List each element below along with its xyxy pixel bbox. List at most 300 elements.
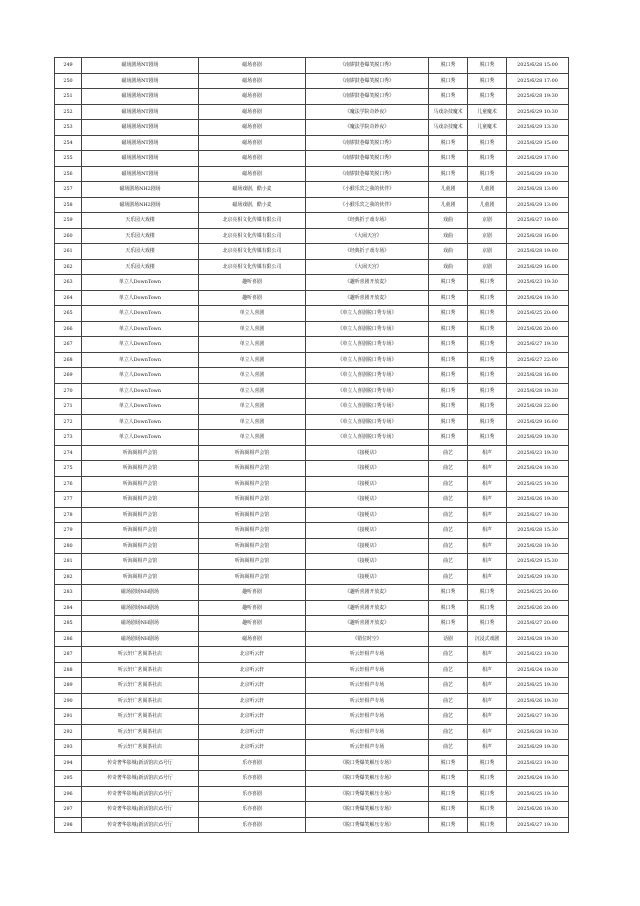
row-number-cell: 275 — [55, 461, 82, 477]
organizer-cell: 乐亦喜剧 — [199, 755, 306, 771]
venue-cell: 磁场剧场NH2剧场 — [82, 197, 199, 213]
organizer-cell: 听海阁相声会馆 — [199, 554, 306, 570]
subcategory-cell: 相声 — [468, 507, 507, 523]
table-row — [55, 755, 569, 771]
category-cell: 儿童剧 — [429, 197, 468, 213]
show-title-cell: 听云轩相声专场 — [306, 709, 429, 725]
row-number-cell: 278 — [55, 507, 82, 523]
organizer-cell: 北京听云轩 — [199, 724, 306, 740]
show-time-cell: 2025/6/26 19:30 — [507, 492, 569, 508]
row-number-cell: 294 — [55, 755, 82, 771]
venue-cell: 单立人DownTown — [82, 321, 199, 337]
show-time-cell: 2025/6/29 17:00 — [507, 151, 569, 167]
organizer-cell: 听海阁相声会馆 — [199, 461, 306, 477]
organizer-cell: 趣听喜剧 — [199, 585, 306, 601]
organizer-cell: 乐亦喜剧 — [199, 771, 306, 787]
show-title-cell: 《小猴乐宾之我的伙伴》 — [306, 182, 429, 198]
show-title-cell: 《小猴乐宾之我的伙伴》 — [306, 197, 429, 213]
organizer-cell: 北京听云轩 — [199, 647, 306, 663]
table-row — [55, 228, 569, 244]
subcategory-cell: 脱口秀 — [468, 786, 507, 802]
show-time-cell: 2025/6/23 19:30 — [507, 755, 569, 771]
category-cell: 曲艺 — [429, 569, 468, 585]
row-number-cell: 280 — [55, 538, 82, 554]
venue-cell: 磁场剧场NH剧场 — [82, 585, 199, 601]
table-row — [55, 414, 569, 430]
subcategory-cell: 脱口秀 — [468, 166, 507, 182]
row-number-cell: 277 — [55, 492, 82, 508]
category-cell: 脱口秀 — [429, 352, 468, 368]
subcategory-cell: 京剧 — [468, 213, 507, 229]
subcategory-cell: 脱口秀 — [468, 58, 507, 74]
table-row — [55, 724, 569, 740]
row-number-cell: 253 — [55, 120, 82, 136]
table-row — [55, 120, 569, 136]
table-row — [55, 740, 569, 756]
venue-cell: 单立人DownTown — [82, 290, 199, 306]
venue-cell: 磁场剧场NT剧场 — [82, 58, 199, 74]
venue-cell: 听海阁相声会馆 — [82, 507, 199, 523]
subcategory-cell: 脱口秀 — [468, 771, 507, 787]
organizer-cell: 单立人喜剧 — [199, 430, 306, 446]
category-cell: 脱口秀 — [429, 430, 468, 446]
row-number-cell: 276 — [55, 476, 82, 492]
organizer-cell: 趣听喜剧 — [199, 275, 306, 291]
venue-cell: 听云轩广茗阁茶社店 — [82, 693, 199, 709]
organizer-cell: 听海阁相声会馆 — [199, 492, 306, 508]
show-time-cell: 2025/6/23 19:30 — [507, 647, 569, 663]
table-row — [55, 461, 569, 477]
subcategory-cell: 京剧 — [468, 259, 507, 275]
row-number-cell: 252 — [55, 104, 82, 120]
row-number-cell: 259 — [55, 213, 82, 229]
subcategory-cell: 京剧 — [468, 228, 507, 244]
show-time-cell: 2025/6/27 22:00 — [507, 352, 569, 368]
organizer-cell: 北京听云轩 — [199, 740, 306, 756]
venue-cell: 听海阁相声会馆 — [82, 569, 199, 585]
show-time-cell: 2025/6/25 20:00 — [507, 306, 569, 322]
category-cell: 马戏杂技魔术 — [429, 104, 468, 120]
subcategory-cell: 沉浸式戏剧 — [468, 631, 507, 647]
table-row — [55, 802, 569, 818]
organizer-cell: 北京听云轩 — [199, 662, 306, 678]
venue-cell: 天乐园大戏楼 — [82, 244, 199, 260]
table-row — [55, 507, 569, 523]
row-number-cell: 285 — [55, 616, 82, 632]
venue-cell: 听云轩广茗阁茶社店 — [82, 724, 199, 740]
show-title-cell: 《单立人喜剧脱口秀专场》 — [306, 352, 429, 368]
show-time-cell: 2025/6/24 19:30 — [507, 290, 569, 306]
subcategory-cell: 相声 — [468, 662, 507, 678]
subcategory-cell: 脱口秀 — [468, 383, 507, 399]
table-row — [55, 616, 569, 632]
show-time-cell: 2025/6/23 19:30 — [507, 445, 569, 461]
table-row — [55, 430, 569, 446]
row-number-cell: 272 — [55, 414, 82, 430]
show-title-cell: 《大闹天宫》 — [306, 228, 429, 244]
table-row — [55, 817, 569, 833]
venue-cell: 天乐园大戏楼 — [82, 213, 199, 229]
subcategory-cell: 相声 — [468, 492, 507, 508]
category-cell: 话剧 — [429, 631, 468, 647]
table-row — [55, 693, 569, 709]
category-cell: 曲艺 — [429, 554, 468, 570]
show-title-cell: 《单立人喜剧脱口秀专场》 — [306, 368, 429, 384]
venue-cell: 单立人DownTown — [82, 306, 199, 322]
show-time-cell: 2025/6/29 16:00 — [507, 259, 569, 275]
category-cell: 曲艺 — [429, 724, 468, 740]
organizer-cell: 单立人喜剧 — [199, 352, 306, 368]
subcategory-cell: 儿童魔术 — [468, 120, 507, 136]
venue-cell: 听云轩广茗阁茶社店 — [82, 647, 199, 663]
subcategory-cell: 儿童剧 — [468, 182, 507, 198]
venue-cell: 听海阁相声会馆 — [82, 492, 199, 508]
row-number-cell: 257 — [55, 182, 82, 198]
venue-cell: 磁场剧场NH剧场 — [82, 600, 199, 616]
category-cell: 脱口秀 — [429, 786, 468, 802]
table-row — [55, 73, 569, 89]
show-title-cell: 《单立人喜剧脱口秀专场》 — [306, 414, 429, 430]
category-cell: 戏曲 — [429, 228, 468, 244]
category-cell: 脱口秀 — [429, 817, 468, 833]
table-row — [55, 151, 569, 167]
venue-cell: 听海阁相声会馆 — [82, 461, 199, 477]
subcategory-cell: 相声 — [468, 569, 507, 585]
organizer-cell: 趣听喜剧 — [199, 290, 306, 306]
row-number-cell: 261 — [55, 244, 82, 260]
venue-cell: 磁场剧场NT剧场 — [82, 104, 199, 120]
show-title-cell: 《单立人喜剧脱口秀专场》 — [306, 306, 429, 322]
table-row — [55, 58, 569, 74]
row-number-cell: 265 — [55, 306, 82, 322]
organizer-cell: 北京听云轩 — [199, 678, 306, 694]
show-title-cell: 《接梗店》 — [306, 461, 429, 477]
row-number-cell: 255 — [55, 151, 82, 167]
category-cell: 曲艺 — [429, 476, 468, 492]
row-number-cell: 295 — [55, 771, 82, 787]
show-time-cell: 2025/6/27 19:30 — [507, 507, 569, 523]
row-number-cell: 270 — [55, 383, 82, 399]
show-title-cell: 听云轩相声专场 — [306, 724, 429, 740]
organizer-cell: 乐亦喜剧 — [199, 817, 306, 833]
show-title-cell: 听云轩相声专场 — [306, 662, 429, 678]
organizer-cell: 磁场戏剧，酷小麦 — [199, 197, 306, 213]
show-time-cell: 2025/6/27 19:30 — [507, 709, 569, 725]
venue-cell: 听云轩广茗阁茶社店 — [82, 678, 199, 694]
organizer-cell: 磁场喜剧 — [199, 58, 306, 74]
category-cell: 脱口秀 — [429, 771, 468, 787]
show-title-cell: 《脱口秀爆笑解压专场》 — [306, 802, 429, 818]
venue-cell: 单立人DownTown — [82, 399, 199, 415]
subcategory-cell: 脱口秀 — [468, 306, 507, 322]
subcategory-cell: 相声 — [468, 476, 507, 492]
organizer-cell: 磁场喜剧 — [199, 120, 306, 136]
show-time-cell: 2025/6/25 19:30 — [507, 476, 569, 492]
table-row — [55, 678, 569, 694]
organizer-cell: 磁场喜剧 — [199, 135, 306, 151]
show-time-cell: 2025/6/24 19:30 — [507, 771, 569, 787]
table-row — [55, 352, 569, 368]
organizer-cell: 磁场喜剧 — [199, 151, 306, 167]
table-row — [55, 182, 569, 198]
show-time-cell: 2025/6/23 19:30 — [507, 275, 569, 291]
organizer-cell: 听海阁相声会馆 — [199, 507, 306, 523]
category-cell: 曲艺 — [429, 662, 468, 678]
subcategory-cell: 脱口秀 — [468, 368, 507, 384]
venue-cell: 听海阁相声会馆 — [82, 554, 199, 570]
category-cell: 脱口秀 — [429, 89, 468, 105]
organizer-cell: 磁场喜剧 — [199, 631, 306, 647]
subcategory-cell: 儿童魔术 — [468, 104, 507, 120]
show-time-cell: 2025/6/28 13:00 — [507, 182, 569, 198]
category-cell: 脱口秀 — [429, 166, 468, 182]
subcategory-cell: 脱口秀 — [468, 600, 507, 616]
subcategory-cell: 相声 — [468, 647, 507, 663]
show-title-cell: 《魔法学院奇妙夜》 — [306, 104, 429, 120]
show-time-cell: 2025/6/29 19:30 — [507, 430, 569, 446]
venue-cell: 磁场剧场NT剧场 — [82, 166, 199, 182]
table-row — [55, 321, 569, 337]
venue-cell: 听云轩广茗阁茶社店 — [82, 662, 199, 678]
row-number-cell: 293 — [55, 740, 82, 756]
row-number-cell: 284 — [55, 600, 82, 616]
show-title-cell: 《接梗店》 — [306, 492, 429, 508]
organizer-cell: 单立人喜剧 — [199, 383, 306, 399]
organizer-cell: 听海阁相声会馆 — [199, 445, 306, 461]
subcategory-cell: 脱口秀 — [468, 135, 507, 151]
subcategory-cell: 脱口秀 — [468, 337, 507, 353]
venue-cell: 单立人DownTown — [82, 337, 199, 353]
organizer-cell: 磁场戏剧，酷小麦 — [199, 182, 306, 198]
category-cell: 曲艺 — [429, 709, 468, 725]
table-row — [55, 197, 569, 213]
subcategory-cell: 相声 — [468, 461, 507, 477]
subcategory-cell: 脱口秀 — [468, 73, 507, 89]
show-time-cell: 2025/6/29 13:30 — [507, 120, 569, 136]
subcategory-cell: 相声 — [468, 523, 507, 539]
category-cell: 曲艺 — [429, 507, 468, 523]
venue-cell: 单立人DownTown — [82, 368, 199, 384]
show-title-cell: 《脱口秀爆笑解压专场》 — [306, 817, 429, 833]
show-title-cell: 《趣听喜剧开放麦》 — [306, 275, 429, 291]
venue-cell: 磁场剧场NH2剧场 — [82, 182, 199, 198]
category-cell: 马戏杂技魔术 — [429, 120, 468, 136]
subcategory-cell: 脱口秀 — [468, 430, 507, 446]
show-time-cell: 2025/6/27 20:00 — [507, 616, 569, 632]
show-title-cell: 《接梗店》 — [306, 523, 429, 539]
table-row — [55, 290, 569, 306]
row-number-cell: 249 — [55, 58, 82, 74]
row-number-cell: 287 — [55, 647, 82, 663]
venue-cell: 单立人DownTown — [82, 352, 199, 368]
table-row — [55, 275, 569, 291]
organizer-cell: 听海阁相声会馆 — [199, 569, 306, 585]
table-row — [55, 89, 569, 105]
table-row — [55, 166, 569, 182]
category-cell: 曲艺 — [429, 523, 468, 539]
show-title-cell: 《单立人喜剧脱口秀专场》 — [306, 399, 429, 415]
show-time-cell: 2025/6/26 19:30 — [507, 693, 569, 709]
show-title-cell: 《大闹天宫》 — [306, 259, 429, 275]
table-row — [55, 368, 569, 384]
organizer-cell: 乐亦喜剧 — [199, 802, 306, 818]
venue-cell: 传奇奢华影城(新活馆店)5号厅 — [82, 786, 199, 802]
venue-cell: 磁场剧场NT剧场 — [82, 135, 199, 151]
venue-cell: 磁场剧场NH剧场 — [82, 616, 199, 632]
venue-cell: 磁场剧场NT剧场 — [82, 73, 199, 89]
organizer-cell: 北京亮相文化传媒有限公司 — [199, 244, 306, 260]
organizer-cell: 单立人喜剧 — [199, 306, 306, 322]
show-title-cell: 《趣听喜剧开放麦》 — [306, 616, 429, 632]
category-cell: 曲艺 — [429, 740, 468, 756]
venue-cell: 听云轩广茗阁茶社店 — [82, 709, 199, 725]
show-title-cell: 《脱口秀爆笑解压专场》 — [306, 786, 429, 802]
table-row — [55, 569, 569, 585]
category-cell: 脱口秀 — [429, 290, 468, 306]
organizer-cell: 北京亮相文化传媒有限公司 — [199, 228, 306, 244]
show-title-cell: 《接梗店》 — [306, 554, 429, 570]
row-number-cell: 297 — [55, 802, 82, 818]
row-number-cell: 263 — [55, 275, 82, 291]
category-cell: 曲艺 — [429, 678, 468, 694]
category-cell: 曲艺 — [429, 647, 468, 663]
row-number-cell: 288 — [55, 662, 82, 678]
subcategory-cell: 脱口秀 — [468, 321, 507, 337]
category-cell: 脱口秀 — [429, 755, 468, 771]
table-row — [55, 600, 569, 616]
row-number-cell: 292 — [55, 724, 82, 740]
category-cell: 脱口秀 — [429, 306, 468, 322]
organizer-cell: 单立人喜剧 — [199, 337, 306, 353]
show-title-cell: 《趣听喜剧开放麦》 — [306, 600, 429, 616]
row-number-cell: 258 — [55, 197, 82, 213]
table-row — [55, 538, 569, 554]
subcategory-cell: 脱口秀 — [468, 352, 507, 368]
row-number-cell: 281 — [55, 554, 82, 570]
organizer-cell: 单立人喜剧 — [199, 368, 306, 384]
subcategory-cell: 相声 — [468, 693, 507, 709]
show-time-cell: 2025/6/28 15:00 — [507, 58, 569, 74]
show-time-cell: 2025/6/28 19:30 — [507, 724, 569, 740]
subcategory-cell: 相声 — [468, 709, 507, 725]
table-row — [55, 476, 569, 492]
organizer-cell: 乐亦喜剧 — [199, 786, 306, 802]
venue-cell: 天乐园大戏楼 — [82, 259, 199, 275]
venue-cell: 传奇奢华影城(新活馆店)5号厅 — [82, 817, 199, 833]
organizer-cell: 单立人喜剧 — [199, 321, 306, 337]
venue-cell: 听海阁相声会馆 — [82, 445, 199, 461]
venue-cell: 听海阁相声会馆 — [82, 476, 199, 492]
category-cell: 曲艺 — [429, 492, 468, 508]
category-cell: 脱口秀 — [429, 368, 468, 384]
show-time-cell: 2025/6/29 19:30 — [507, 166, 569, 182]
show-title-cell: 《单立人喜剧脱口秀专场》 — [306, 430, 429, 446]
venue-cell: 听海阁相声会馆 — [82, 538, 199, 554]
organizer-cell: 北京亮相文化传媒有限公司 — [199, 259, 306, 275]
category-cell: 脱口秀 — [429, 321, 468, 337]
show-title-cell: 《接梗店》 — [306, 476, 429, 492]
venue-cell: 传奇奢华影城(新活馆店)5号厅 — [82, 755, 199, 771]
venue-cell: 传奇奢华影城(新活馆店)5号厅 — [82, 802, 199, 818]
show-title-cell: 《单立人喜剧脱口秀专场》 — [306, 383, 429, 399]
category-cell: 脱口秀 — [429, 73, 468, 89]
table-row — [55, 445, 569, 461]
row-number-cell: 268 — [55, 352, 82, 368]
category-cell: 脱口秀 — [429, 414, 468, 430]
show-time-cell: 2025/6/26 20:00 — [507, 600, 569, 616]
subcategory-cell: 儿童剧 — [468, 197, 507, 213]
show-time-cell: 2025/6/25 20:00 — [507, 585, 569, 601]
table-row — [55, 337, 569, 353]
show-title-cell: 《南锣鼓巷爆笑脱口秀》 — [306, 166, 429, 182]
organizer-cell: 听海阁相声会馆 — [199, 523, 306, 539]
organizer-cell: 听海阁相声会馆 — [199, 538, 306, 554]
show-time-cell: 2025/6/29 10:30 — [507, 104, 569, 120]
show-title-cell: 《经典折子戏专场》 — [306, 244, 429, 260]
venue-cell: 传奇奢华影城(新活馆店)5号厅 — [82, 771, 199, 787]
row-number-cell: 296 — [55, 786, 82, 802]
category-cell: 脱口秀 — [429, 585, 468, 601]
row-number-cell: 266 — [55, 321, 82, 337]
show-time-cell: 2025/6/28 17:00 — [507, 73, 569, 89]
table-row — [55, 523, 569, 539]
organizer-cell: 单立人喜剧 — [199, 399, 306, 415]
show-time-cell: 2025/6/29 19:30 — [507, 740, 569, 756]
table-row — [55, 244, 569, 260]
organizer-cell: 听海阁相声会馆 — [199, 476, 306, 492]
table-row — [55, 306, 569, 322]
category-cell: 曲艺 — [429, 461, 468, 477]
show-title-cell: 《趣听喜剧开放麦》 — [306, 585, 429, 601]
row-number-cell: 262 — [55, 259, 82, 275]
category-cell: 戏曲 — [429, 259, 468, 275]
venue-cell: 磁场剧场NH剧场 — [82, 631, 199, 647]
table-row — [55, 631, 569, 647]
subcategory-cell: 相声 — [468, 724, 507, 740]
show-time-cell: 2025/6/27 19:00 — [507, 213, 569, 229]
table-row — [55, 213, 569, 229]
table-row — [55, 492, 569, 508]
subcategory-cell: 脱口秀 — [468, 755, 507, 771]
table-row — [55, 709, 569, 725]
category-cell: 脱口秀 — [429, 151, 468, 167]
show-title-cell: 《南锣鼓巷爆笑脱口秀》 — [306, 89, 429, 105]
row-number-cell: 254 — [55, 135, 82, 151]
venue-cell: 单立人DownTown — [82, 430, 199, 446]
subcategory-cell: 脱口秀 — [468, 275, 507, 291]
category-cell: 戏曲 — [429, 213, 468, 229]
show-time-cell: 2025/6/28 19:30 — [507, 89, 569, 105]
show-title-cell: 听云轩相声专场 — [306, 647, 429, 663]
show-time-cell: 2025/6/28 16:00 — [507, 368, 569, 384]
table-row — [55, 771, 569, 787]
row-number-cell: 283 — [55, 585, 82, 601]
venue-cell: 磁场剧场NT剧场 — [82, 120, 199, 136]
category-cell: 曲艺 — [429, 445, 468, 461]
category-cell: 脱口秀 — [429, 600, 468, 616]
show-title-cell: 《南锣鼓巷爆笑脱口秀》 — [306, 73, 429, 89]
subcategory-cell: 脱口秀 — [468, 151, 507, 167]
row-number-cell: 298 — [55, 817, 82, 833]
subcategory-cell: 脱口秀 — [468, 290, 507, 306]
venue-cell: 磁场剧场NT剧场 — [82, 151, 199, 167]
show-time-cell: 2025/6/24 19:30 — [507, 662, 569, 678]
category-cell: 曲艺 — [429, 538, 468, 554]
subcategory-cell: 相声 — [468, 538, 507, 554]
show-time-cell: 2025/6/25 19:30 — [507, 786, 569, 802]
subcategory-cell: 相声 — [468, 445, 507, 461]
organizer-cell: 北京听云轩 — [199, 693, 306, 709]
